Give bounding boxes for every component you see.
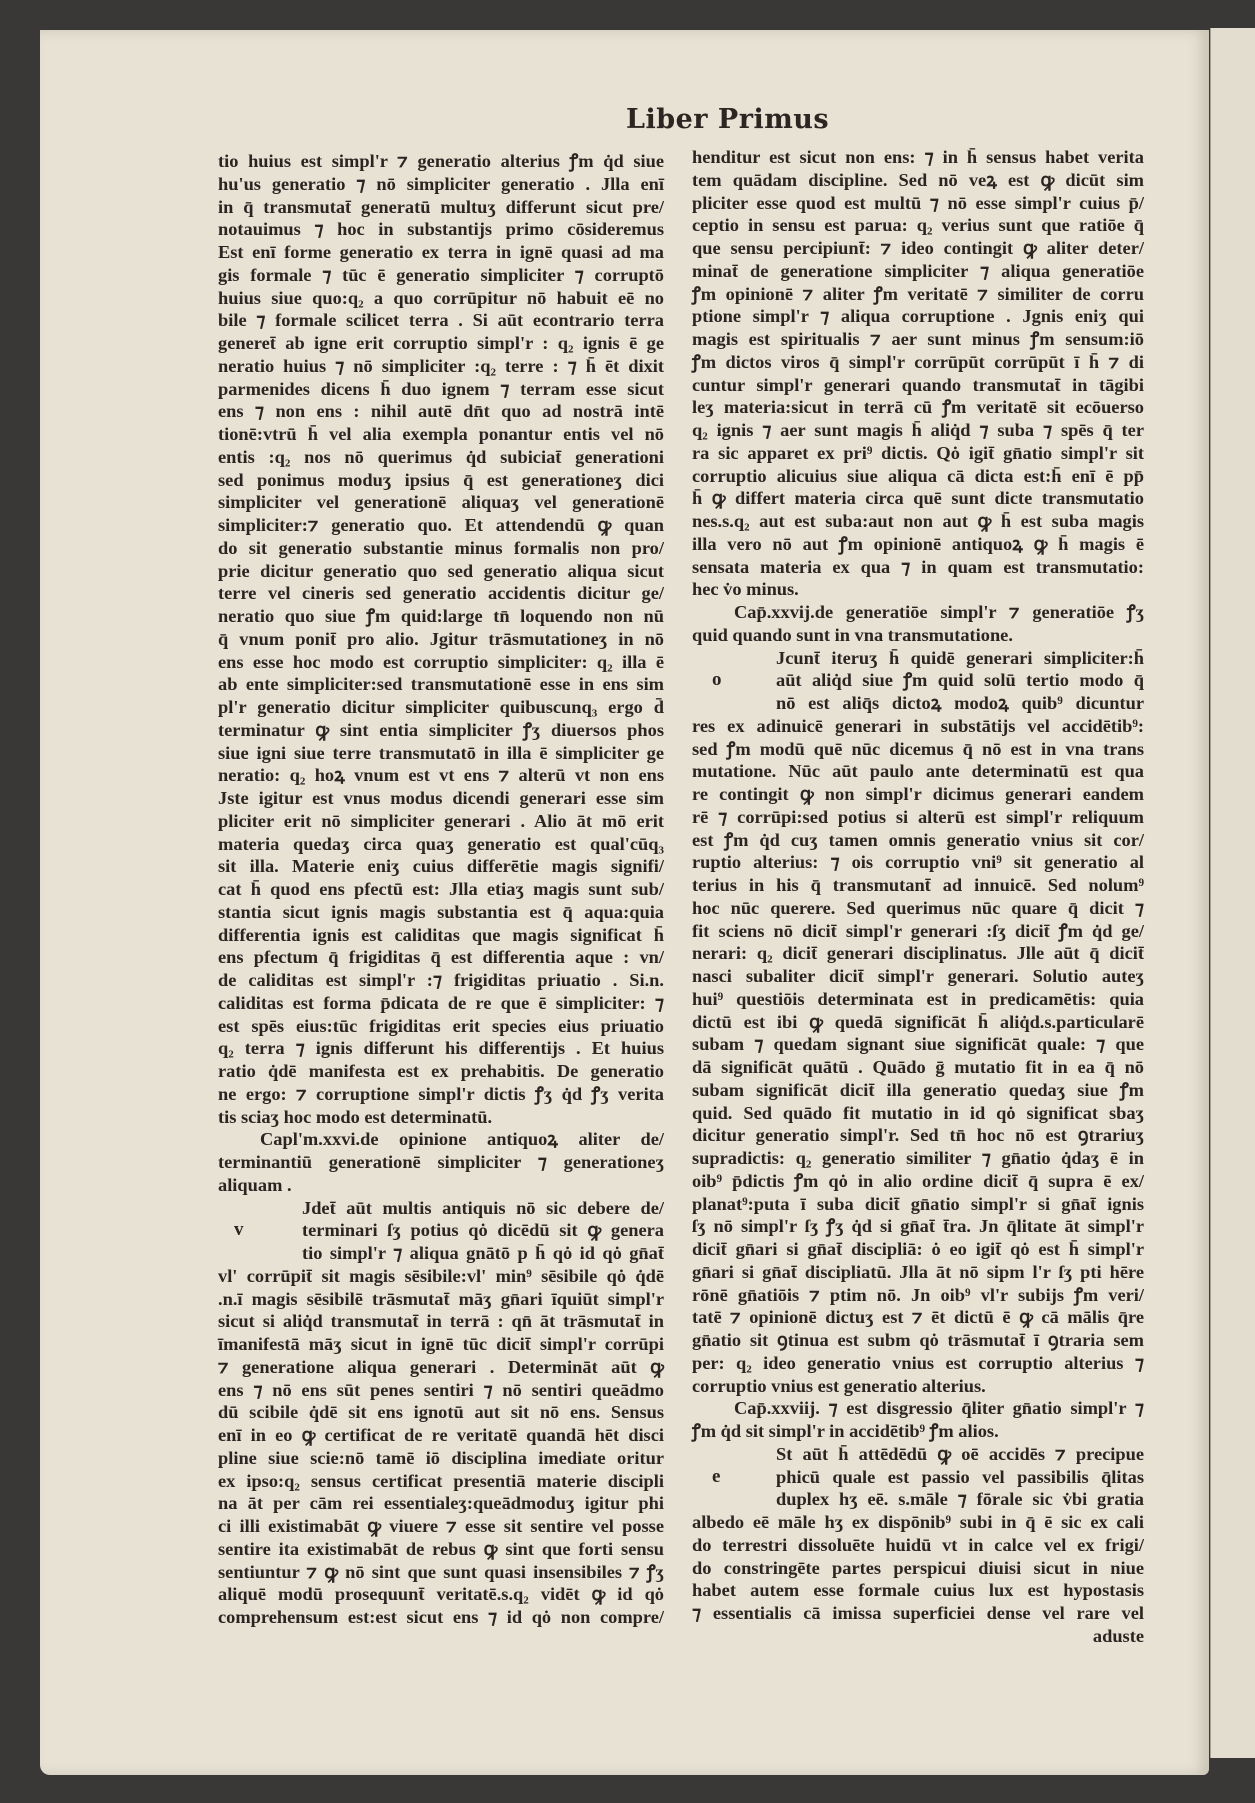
text-line: rē ⁊ corrūpi:sed potius si alterū est simpl'r reliquum: [692, 806, 1144, 827]
chapter-heading-line: ꝭm q̇d sit simpl'r in accidētib⁹ ꝭm alios.: [692, 1421, 999, 1441]
text-line: nerari: q₂ dicit̄ generari disciplinatus. Jlle aūt q̄ dicit̄: [692, 943, 1144, 964]
text-line: dictū est ibi ꝙ quedā significāt h̄ aliq̇d.s.particularē: [692, 1011, 1144, 1032]
text-line: caliditas est forma p̄dicata de re que ē simpliciter: ⁊: [218, 992, 664, 1013]
text-line: do constringēte partes perspicui diuisi sicut in niue: [692, 1557, 1144, 1578]
text-line: na āt per cām rei essentialeʒ:queādmoduʒ igitur phi: [218, 1493, 664, 1514]
text-line: subam ⁊ quedam signant siue significāt quale: ⁊ que: [692, 1034, 1144, 1055]
text-line: ⁊ generatione aliqua generari . Determināt aūt ꝙ: [218, 1356, 664, 1377]
initial-guide-letter: o: [712, 669, 722, 691]
text-line: ceptio in sensu est parua: q₂ verius sunt que ratiōe q̄: [692, 215, 1144, 236]
text-line: pliciter esse quod est multū ⁊ nō esse simpl'r cuius p̄/: [692, 192, 1144, 213]
text-line: Jcunt̄ iteruʒ h̄ quidē generari simpliciter:h̄: [776, 647, 1144, 668]
text-line: ci illi existimabāt ꝙ viuere ⁊ esse sit sentire vel posse: [218, 1516, 664, 1536]
text-line: minat̄ de generatione simpliciter ⁊ aliqua generatiōe: [692, 260, 1144, 281]
text-line: leʒ materia:sicut in terrā cū ꝭm veritatē sit ecōuerso: [692, 397, 1144, 418]
text-line: corruptio alicuius siue aliqua cā dicta est:h̄ enī ē pp̄: [692, 465, 1144, 486]
text-line: est spēs eius:tūc frigiditas erit species eius priuatio: [218, 1015, 664, 1036]
text-line: hoc nūc querere. Sed querimus nūc quare q̄ dicit ⁊: [692, 897, 1144, 918]
text-line: prie dicitur generatio quo sed generatio aliqua sicut: [218, 560, 664, 581]
chapter-heading-line: Cap̄.xxviij. ⁊ est disgressio q̄liter gn̄atio simpl'r ⁊: [734, 1398, 1144, 1419]
chapter-heading-line: terminantiū generationē simpliciter ⁊ generationeʒ: [218, 1152, 664, 1172]
text-line: tis sciaʒ hoc modo est determinatū.: [218, 1106, 493, 1127]
text-line: neratio quo siue ꝭm quid:large tn̄ loquendo non nū: [218, 606, 664, 626]
text-line: sentire ita existimabāt de rebus ꝙ sint que forti sensu: [218, 1538, 664, 1559]
text-line: enī in eo ꝙ certificat de re veritatē quandā hēt disci: [218, 1425, 664, 1445]
text-line: illa vero nō aut ꝭm opinionē antiquoꝝ ꝙ h̄ magis ē: [692, 533, 1144, 554]
text-line: ens esse hoc modo est corruptio simpliciter: q₂ illa ē: [218, 651, 664, 672]
text-line: terminatur ꝙ sint entia simpliciter ꝭʒ diuersos phos: [218, 719, 664, 740]
text-line: albedo eē māle hʒ ex dispōnib⁹ subi in q̄ ē sic ex cali: [692, 1512, 1144, 1532]
text-line: h̄ ꝙ differt materia circa quē sunt dicte transmutatio: [692, 488, 1144, 509]
text-line: ens pfectum q̄ frigiditas q̄ est differentia aque : vn/: [218, 947, 664, 968]
text-line: rōnē gn̄atiōis ⁊ ptim nō. Jn oib⁹ vl'r subijs ꝭm veri/: [692, 1284, 1144, 1305]
text-line: sensata materia ex qua ⁊ in quam est transmutatio:: [692, 556, 1144, 577]
text-line: ratio q̇dē manifesta est ex prehabitis. De generatio: [218, 1061, 664, 1081]
text-line: duplex hʒ eē. s.māle ⁊ fōrale sic v̇bi gratia: [776, 1489, 1144, 1510]
text-line: est ꝭm q̇d cuʒ tamen omnis generatio vnius sit cor/: [692, 829, 1144, 850]
text-line: comprehensum est:est sicut ens ⁊ id qȯ non compre/: [218, 1607, 664, 1627]
text-line: Est enī forme generatio ex terra in ignē quasi ad ma: [218, 242, 664, 262]
text-line: sentiuntur ⁊ ꝙ nō sint que sunt quasi insensibiles ⁊ ꝭʒ: [218, 1561, 664, 1582]
text-line: nasci subaliter dicit̄ simpl'r generari. Solutio auteʒ: [692, 966, 1144, 986]
text-line: terre vel cineris sed generatio accidentis dicitur ge/: [218, 583, 664, 604]
text-line: ꝭm dictos viros q̄ simpl'r corrūpūt corrūpūt ī h̄ ⁊ di: [692, 351, 1144, 372]
text-line: henditur est sicut non ens: ⁊ in h̄ sensus habet verita: [692, 147, 1144, 167]
text-line: ruptio alterius: ⁊ ois corruptio vni⁹ sit generatio al: [692, 852, 1144, 873]
text-line: dicit̄ gn̄ari si gn̄at̄ discipliā: ȯ eo igit̄ qȯ est h̄ simpl'r: [692, 1239, 1144, 1259]
text-line: parmenides dicens h̄ duo ignem ⁊ terram esse sicut: [218, 378, 664, 399]
text-line: hec v̇o minus.: [692, 579, 799, 600]
text-line: simpliciter vel generationē aliquaʒ vel generationē: [218, 492, 664, 513]
text-line: cuntur simpl'r generari quando transmutat̄ in tāgibi: [692, 374, 1144, 395]
text-line: nō est aliq̄s dictoꝝ modoꝝ quib⁹ dicuntur: [776, 693, 1144, 713]
text-line: ptione simpl'r ⁊ aliqua corruptione . Jgnis eniʒ qui: [692, 306, 1144, 327]
text-line: ens ⁊ nō ens sūt penes sentiri ⁊ nō sentiri queādmo: [218, 1379, 664, 1400]
text-line: īmanifestā māʒ sicut in ignē tūc dicit̄ simpl'r corrūpi: [218, 1334, 664, 1354]
text-line: neratio huius ⁊ nō simpliciter :q₂ terre : ⁊ h̄ ēt dixit: [218, 355, 664, 376]
text-line: hui⁹ questiōis determinata est in predicamētis: quia: [692, 988, 1144, 1009]
text-line: de caliditas est simpl'r :⁊ frigiditas priuatio . Si.n.: [218, 970, 664, 990]
text-line: hu'us generatio ⁊ nō simpliciter generatio . Jlla enī: [218, 173, 664, 194]
text-line: re contingit ꝙ non simpl'r dicimus generari eandem: [692, 784, 1144, 804]
text-line: St aūt h̄ attēdēdū ꝙ oē accidēs ⁊ precipue: [776, 1443, 1144, 1464]
text-line: stantia sicut ignis magis substantia est q̄ aqua:quia: [218, 901, 664, 922]
text-line: pl'r generatio dicitur simpliciter quibuscunq₃ ergo d̄: [218, 697, 664, 717]
text-line: tio simpl'r ⁊ aliqua gnātō p h̄ qȯ id qȯ gn̄at̄: [302, 1243, 664, 1263]
text-line: aūt aliq̇d siue ꝭm quid solū tertio modo q̄: [776, 670, 1144, 691]
text-line: .n.ī magis sēsibilē trāsmutat̄ māʒ gn̄ari īquiūt simpl'r: [218, 1288, 664, 1309]
right-text-column: [692, 146, 1144, 1648]
text-line: cat h̄ quod ens pfectū est: Jlla etiaʒ magis sunt sub/: [218, 879, 664, 899]
text-line: que sensu percipiunt̄: ⁊ ideo contingit ꝙ aliter deter/: [692, 238, 1144, 258]
text-line: materia quedaʒ circa quaʒ generatio est qual'cūq₃: [218, 833, 664, 854]
text-line: notauimus ⁊ hoc in substantijs primo cōsideremus: [218, 219, 664, 240]
chapter-heading-line: Capl'm.xxvi.de opinione antiquoꝝ aliter de/: [260, 1129, 664, 1150]
text-line: pline siue scie:nō tamē iō disciplina imediate oritur: [218, 1447, 664, 1468]
text-line: planat⁹:puta ī suba dicit̄ gn̄atio simpl'r si gn̄at̄ ignis: [692, 1193, 1144, 1214]
text-line: neratio: q₂ hoꝝ vnum est vt ens ⁊ alterū vt non ens: [218, 765, 664, 786]
text-line: per: q₂ ideo generatio vnius est corruptio alterius ⁊: [692, 1352, 1144, 1373]
text-line: in q̄ transmutat̄ generatū multuʒ differunt sicut pre/: [218, 196, 664, 217]
text-line: mutatione. Nūc aūt paulo ante determinatū est qua: [692, 761, 1144, 782]
text-line: aliquē modū prosequunt̄ veritatē.s.q₂ vidēt ꝙ id qȯ: [218, 1584, 664, 1605]
text-line: vl' corrūpit̄ sit magis sēsibile:vl' min⁹ sēsibile qȯ q̇dē: [218, 1265, 664, 1286]
text-line: terius in his q̄ transmutant̄ ad innuicē. Sed nolum⁹: [692, 875, 1144, 895]
text-line: gis formale ⁊ tūc ē generatio simpliciter ⁊ corruptō: [218, 264, 664, 285]
text-line: corruptio vnius est generatio alterius.: [692, 1375, 986, 1396]
text-line: differentia ignis est caliditas que magis significat h̄: [218, 924, 664, 945]
text-line: siue igni siue terre transmutatō in illa ē simpliciter ge: [218, 742, 664, 763]
text-line: huius siue quo:q₂ a quo corrūpitur nō habuit eē no: [218, 287, 664, 308]
text-line: ne ergo: ⁊ corruptione simpl'r dictis ꝭʒ q̇d ꝭʒ verita: [218, 1083, 664, 1104]
running-head: Liber Primus: [626, 104, 830, 135]
text-line: supradictis: q₂ generatio similiter ⁊ gn̄atio q̇daʒ ē in: [692, 1148, 1144, 1168]
text-line: q₂ ignis ⁊ aer sunt magis h̄ aliq̇d ⁊ suba ⁊ spēs q̄ ter: [692, 420, 1144, 440]
text-line: phicū quale est passio vel passibilis q̄litas: [776, 1466, 1144, 1487]
text-line: aduste: [1092, 1625, 1144, 1646]
text-line: simpliciter:⁊ generatio quo. Et attendendū ꝙ quan: [218, 515, 664, 535]
text-line: gn̄atio sit ꝯtinua est subm qȯ trāsmutat̄ ī ꝯtraria sem: [692, 1330, 1144, 1350]
adjacent-page-edge: [1210, 28, 1255, 1758]
text-line: dū scibile q̇dē sit ens ignotū aut sit nō ens. Sensus: [218, 1402, 664, 1423]
text-line: generet̄ ab igne erit corruptio simpl'r : q₂ ignis ē ge: [218, 333, 664, 353]
text-line: ens ⁊ non ens : nihil autē dn̄t quo ad nostrā intē: [218, 401, 664, 422]
chapter-heading-line: Cap̄.xxvij.de generatiōe simpl'r ⁊ generatiōe ꝭʒ: [734, 602, 1144, 622]
text-line: magis est spiritualis ⁊ aer sunt minus ꝭm sensum:iō: [692, 329, 1144, 349]
text-line: ra sic apparet ex pri⁹ dictis. Qȯ igit̄ gn̄atio simpl'r sit: [692, 442, 1144, 463]
text-line: ꝭm opinionē ⁊ aliter ꝭm veritatē ⁊ similiter de corru: [692, 283, 1144, 304]
initial-guide-letter: e: [712, 1465, 721, 1487]
text-line: terminari ſʒ potius qȯ dicēdū sit ꝙ genera: [302, 1220, 664, 1241]
text-line: q̄ vnum ponit̄ pro alio. Jgitur trāsmutationeʒ in nō: [218, 628, 664, 649]
text-line: q₂ terra ⁊ ignis differunt his differentijs . Et huius: [218, 1038, 664, 1059]
text-line: subam significāt dicit̄ illa generatio quedaʒ siue ꝭm: [692, 1079, 1144, 1100]
text-line: entis :q₂ nos nō querimus q̇d subiciat̄ generationi: [218, 446, 664, 467]
text-line: ab ente simpliciter:sed transmutationē esse in ens sim: [218, 674, 664, 695]
text-line: oib⁹ p̄dictis ꝭm qȯ in alio ordine dicit̄ q̄ supra ē ex/: [692, 1170, 1144, 1191]
text-line: ex ipso:q₂ sensus certificat presentiā materie discipli: [218, 1470, 664, 1491]
text-line: pliciter erit nō simpliciter generari . Alio āt mō erit: [218, 810, 664, 831]
text-line: tio huius est simpl'r ⁊ generatio alterius ꝭm q̇d siue: [218, 151, 664, 171]
text-line: sit illa. Materie eniʒ cuius differētie magis signifi/: [218, 856, 664, 877]
text-line: fit sciens nō dicit̄ simpl'r generari :ſʒ dicit̄ ꝭm q̇d ge/: [692, 920, 1144, 941]
text-line: dā significāt quātū . Quādo ḡ mutatio fit in ea q̄ nō: [692, 1057, 1144, 1077]
text-line: tem quādam discipline. Sed nō veꝝ est ꝙ dicūt sim: [692, 169, 1144, 190]
text-line: habet autem esse formale cuius lux est hypostasis: [692, 1580, 1144, 1601]
text-line: bile ⁊ formale scilicet terra . Si aūt econtrario terra: [218, 310, 664, 331]
chapter-heading-line: aliquam .: [218, 1174, 292, 1195]
text-line: quid. Sed quādo fit mutatio in id qȯ significat sbaʒ: [692, 1102, 1144, 1123]
text-line: Jdet̄ aūt multis antiquis nō sic debere de/: [302, 1197, 664, 1218]
left-text-column: [218, 150, 664, 1629]
text-line: ⁊ essentialis cā imissa superficiei dense vel rare vel: [692, 1603, 1144, 1623]
initial-guide-letter: v: [234, 1219, 244, 1241]
text-line: sed ponimus moduʒ ipsius q̄ est generationeʒ dici: [218, 469, 664, 490]
text-line: sicut si aliq̇d transmutat̄ in terrā : qn̄ āt trāsmutat̄ in: [218, 1311, 664, 1332]
text-line: Jste igitur est vnus modus dicendi generari esse sim: [218, 788, 664, 808]
text-line: res ex adinuicē generari in substātijs vel accidētib⁹:: [692, 715, 1144, 736]
text-line: nes.s.q₂ aut est suba:aut non aut ꝙ h̄ est suba magis: [692, 511, 1144, 531]
text-line: tionē:vtrū h̄ vel alia exempla ponantur entis vel nō: [218, 424, 664, 444]
text-line: gn̄ari si gn̄at̄ discipliatū. Jlla āt nō sipm l'r ſʒ pti hēre: [692, 1261, 1144, 1282]
text-line: do terrestri dissoluēte huidū vt in calce vel ex frigi/: [692, 1534, 1144, 1555]
chapter-heading-line: quid quando sunt in vna transmutatione.: [692, 624, 1013, 645]
text-line: sed ꝭm modū quē nūc dicemus q̄ nō est in vna trans: [692, 738, 1144, 759]
text-line: do sit generatio substantie minus formalis non pro/: [218, 537, 664, 558]
text-line: tatē ⁊ opinionē dictuʒ est ⁊ ēt dictū ē ꝙ cā mālis q̄re: [692, 1307, 1144, 1328]
text-line: dicitur generatio simpl'r. Sed tn̄ hoc nō est ꝯtrariuʒ: [692, 1125, 1144, 1146]
text-line: ſʒ nō simpl'r ſʒ ꝭʒ q̇d si gn̄at̄ t̄ra. Jn q̄litate āt simpl'r: [692, 1216, 1144, 1237]
